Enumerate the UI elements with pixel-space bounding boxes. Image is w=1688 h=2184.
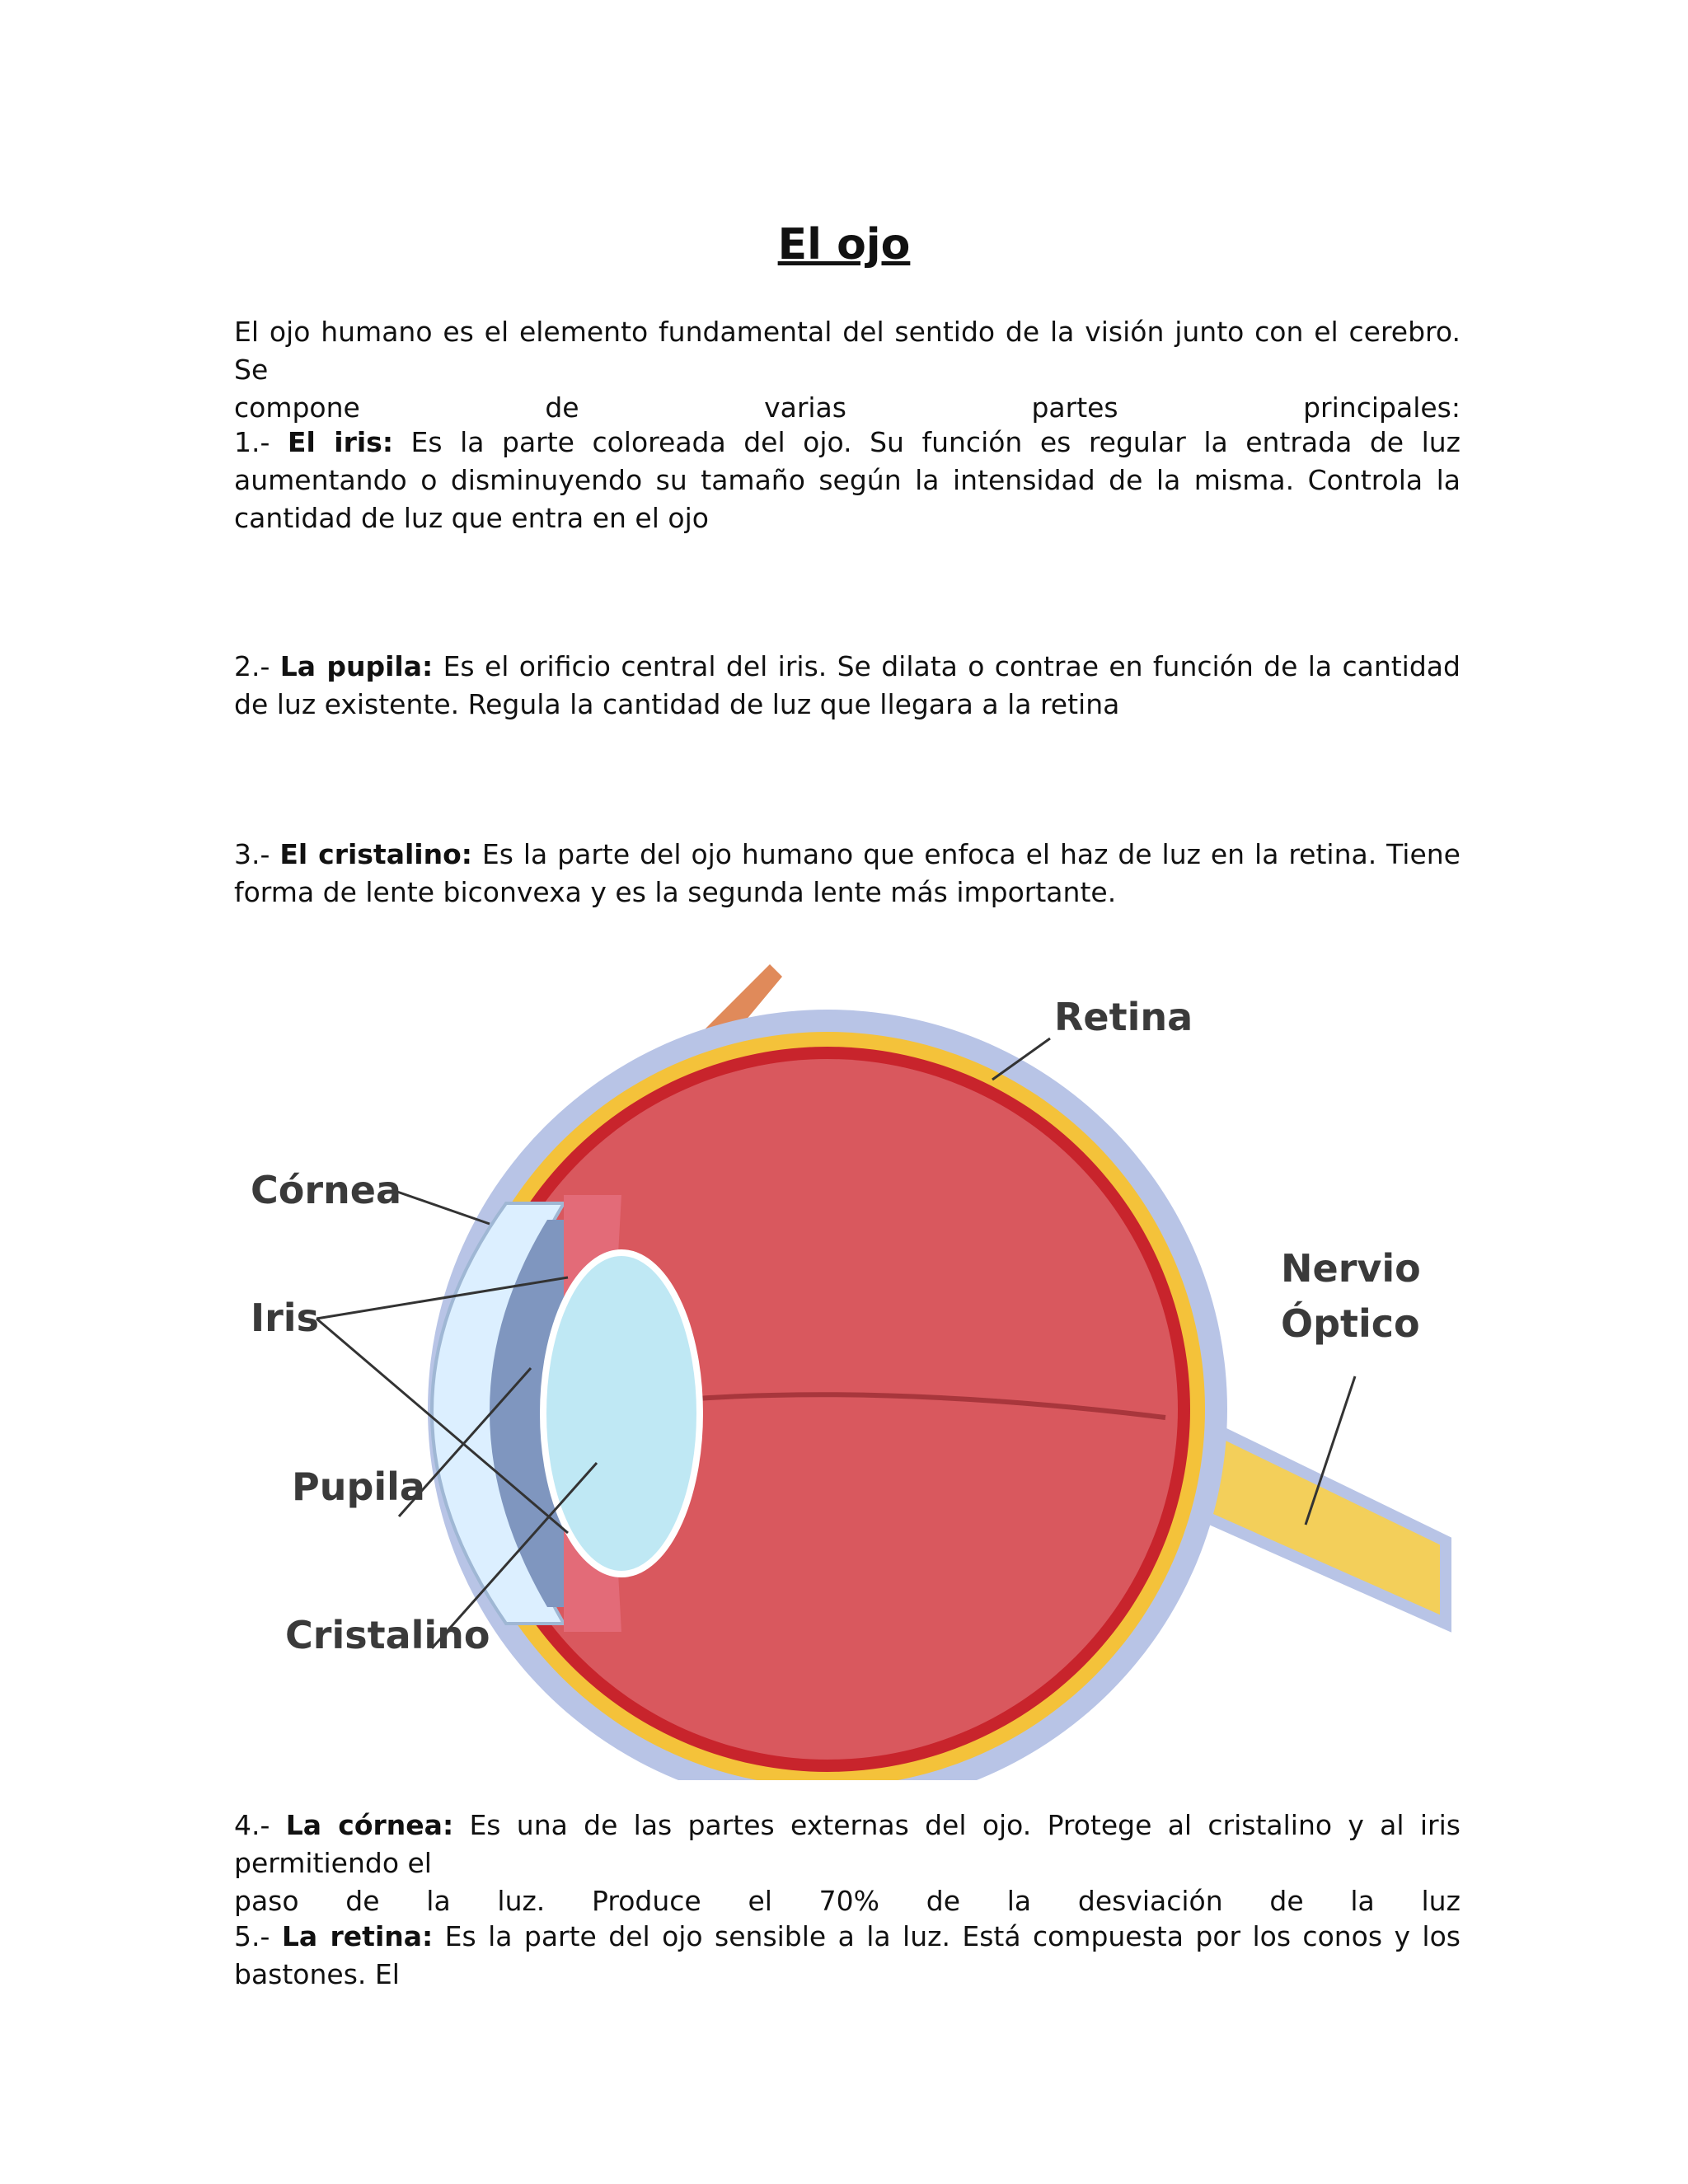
intro-word: varias	[764, 391, 846, 424]
item-text: Es el orificio central del iris. Se dilata o contrae en función de la cantidad de luz existente. Regula la cantidad de luz que llegara a la retina	[234, 650, 1461, 720]
cornea-word: luz.	[497, 1885, 546, 1917]
intro-line-2	[234, 389, 1461, 427]
item-term: El iris:	[287, 426, 394, 458]
cornea-word: la	[426, 1885, 451, 1917]
item-text: Es la parte coloreada del ojo. Su función es regular la entrada de luz aumentando o disminuyendo su tamaño según la intensidad de la misma. Controla la cantidad de luz que entra en el ojo	[234, 426, 1461, 534]
cornea-line-1	[234, 1807, 1461, 1882]
cornea-word: la	[1006, 1885, 1032, 1917]
item-retina	[234, 1918, 1461, 1994]
item-term: La pupila:	[279, 650, 434, 682]
cornea-word: Produce	[592, 1885, 701, 1917]
cornea-word: paso	[234, 1885, 299, 1917]
item-text: Es la parte del ojo sensible a la luz. Está compuesta por los conos y los bastones. El	[234, 1920, 1461, 1990]
cornea-word: el	[748, 1885, 772, 1917]
intro-word: de	[545, 391, 579, 424]
item-number: 5.-	[234, 1920, 270, 1952]
item-cornea	[234, 1807, 1461, 1920]
eye-diagram	[234, 948, 1470, 1780]
label-cornea: Córnea	[251, 1168, 402, 1212]
cornea-word: la	[1350, 1885, 1375, 1917]
item-number: 4.-	[234, 1809, 270, 1841]
intro-line-1: El ojo humano es el elemento fundamental del sentido de la visión junto con el cerebro. Se	[234, 316, 1461, 386]
item-cristalino	[234, 836, 1461, 912]
item-term: La córnea:	[285, 1809, 454, 1841]
item-text: Es la parte del ojo humano que enfoca el haz de luz en la retina. Tiene forma de lente biconvexa y es la segunda lente más importante.	[234, 838, 1461, 908]
item-number: 1.-	[234, 426, 270, 458]
intro-word: partes	[1031, 391, 1118, 424]
cornea-line-2	[234, 1882, 1461, 1920]
cornea-word: luz	[1421, 1885, 1461, 1917]
cornea-word: de	[345, 1885, 380, 1917]
cornea-word: 70%	[818, 1885, 880, 1917]
intro-word: compone	[234, 391, 360, 424]
intro-paragraph	[234, 313, 1461, 427]
item-number: 2.-	[234, 650, 270, 682]
label-nervio: Nervio	[1281, 1246, 1421, 1291]
label-retina: Retina	[1054, 995, 1193, 1039]
cornea-word: desviación	[1077, 1885, 1223, 1917]
item-term: El cristalino:	[279, 838, 472, 870]
cornea-leader	[395, 1191, 490, 1224]
item-iris	[234, 424, 1461, 537]
label-iris: Iris	[251, 1296, 319, 1340]
intro-word: principales:	[1303, 391, 1461, 424]
item-pupila	[234, 648, 1461, 724]
label-pupila: Pupila	[292, 1465, 425, 1509]
item-term: La retina:	[281, 1920, 434, 1952]
lens	[543, 1253, 700, 1574]
item-text: Es una de las partes externas del ojo. Protege al cristalino y al iris permitiendo el	[234, 1809, 1461, 1879]
label-cristalino: Cristalino	[285, 1613, 490, 1657]
page-title: El ojo	[777, 220, 911, 269]
label-optico: Óptico	[1281, 1301, 1420, 1346]
item-number: 3.-	[234, 838, 270, 870]
cornea-word: de	[926, 1885, 961, 1917]
cornea-word: de	[1269, 1885, 1304, 1917]
